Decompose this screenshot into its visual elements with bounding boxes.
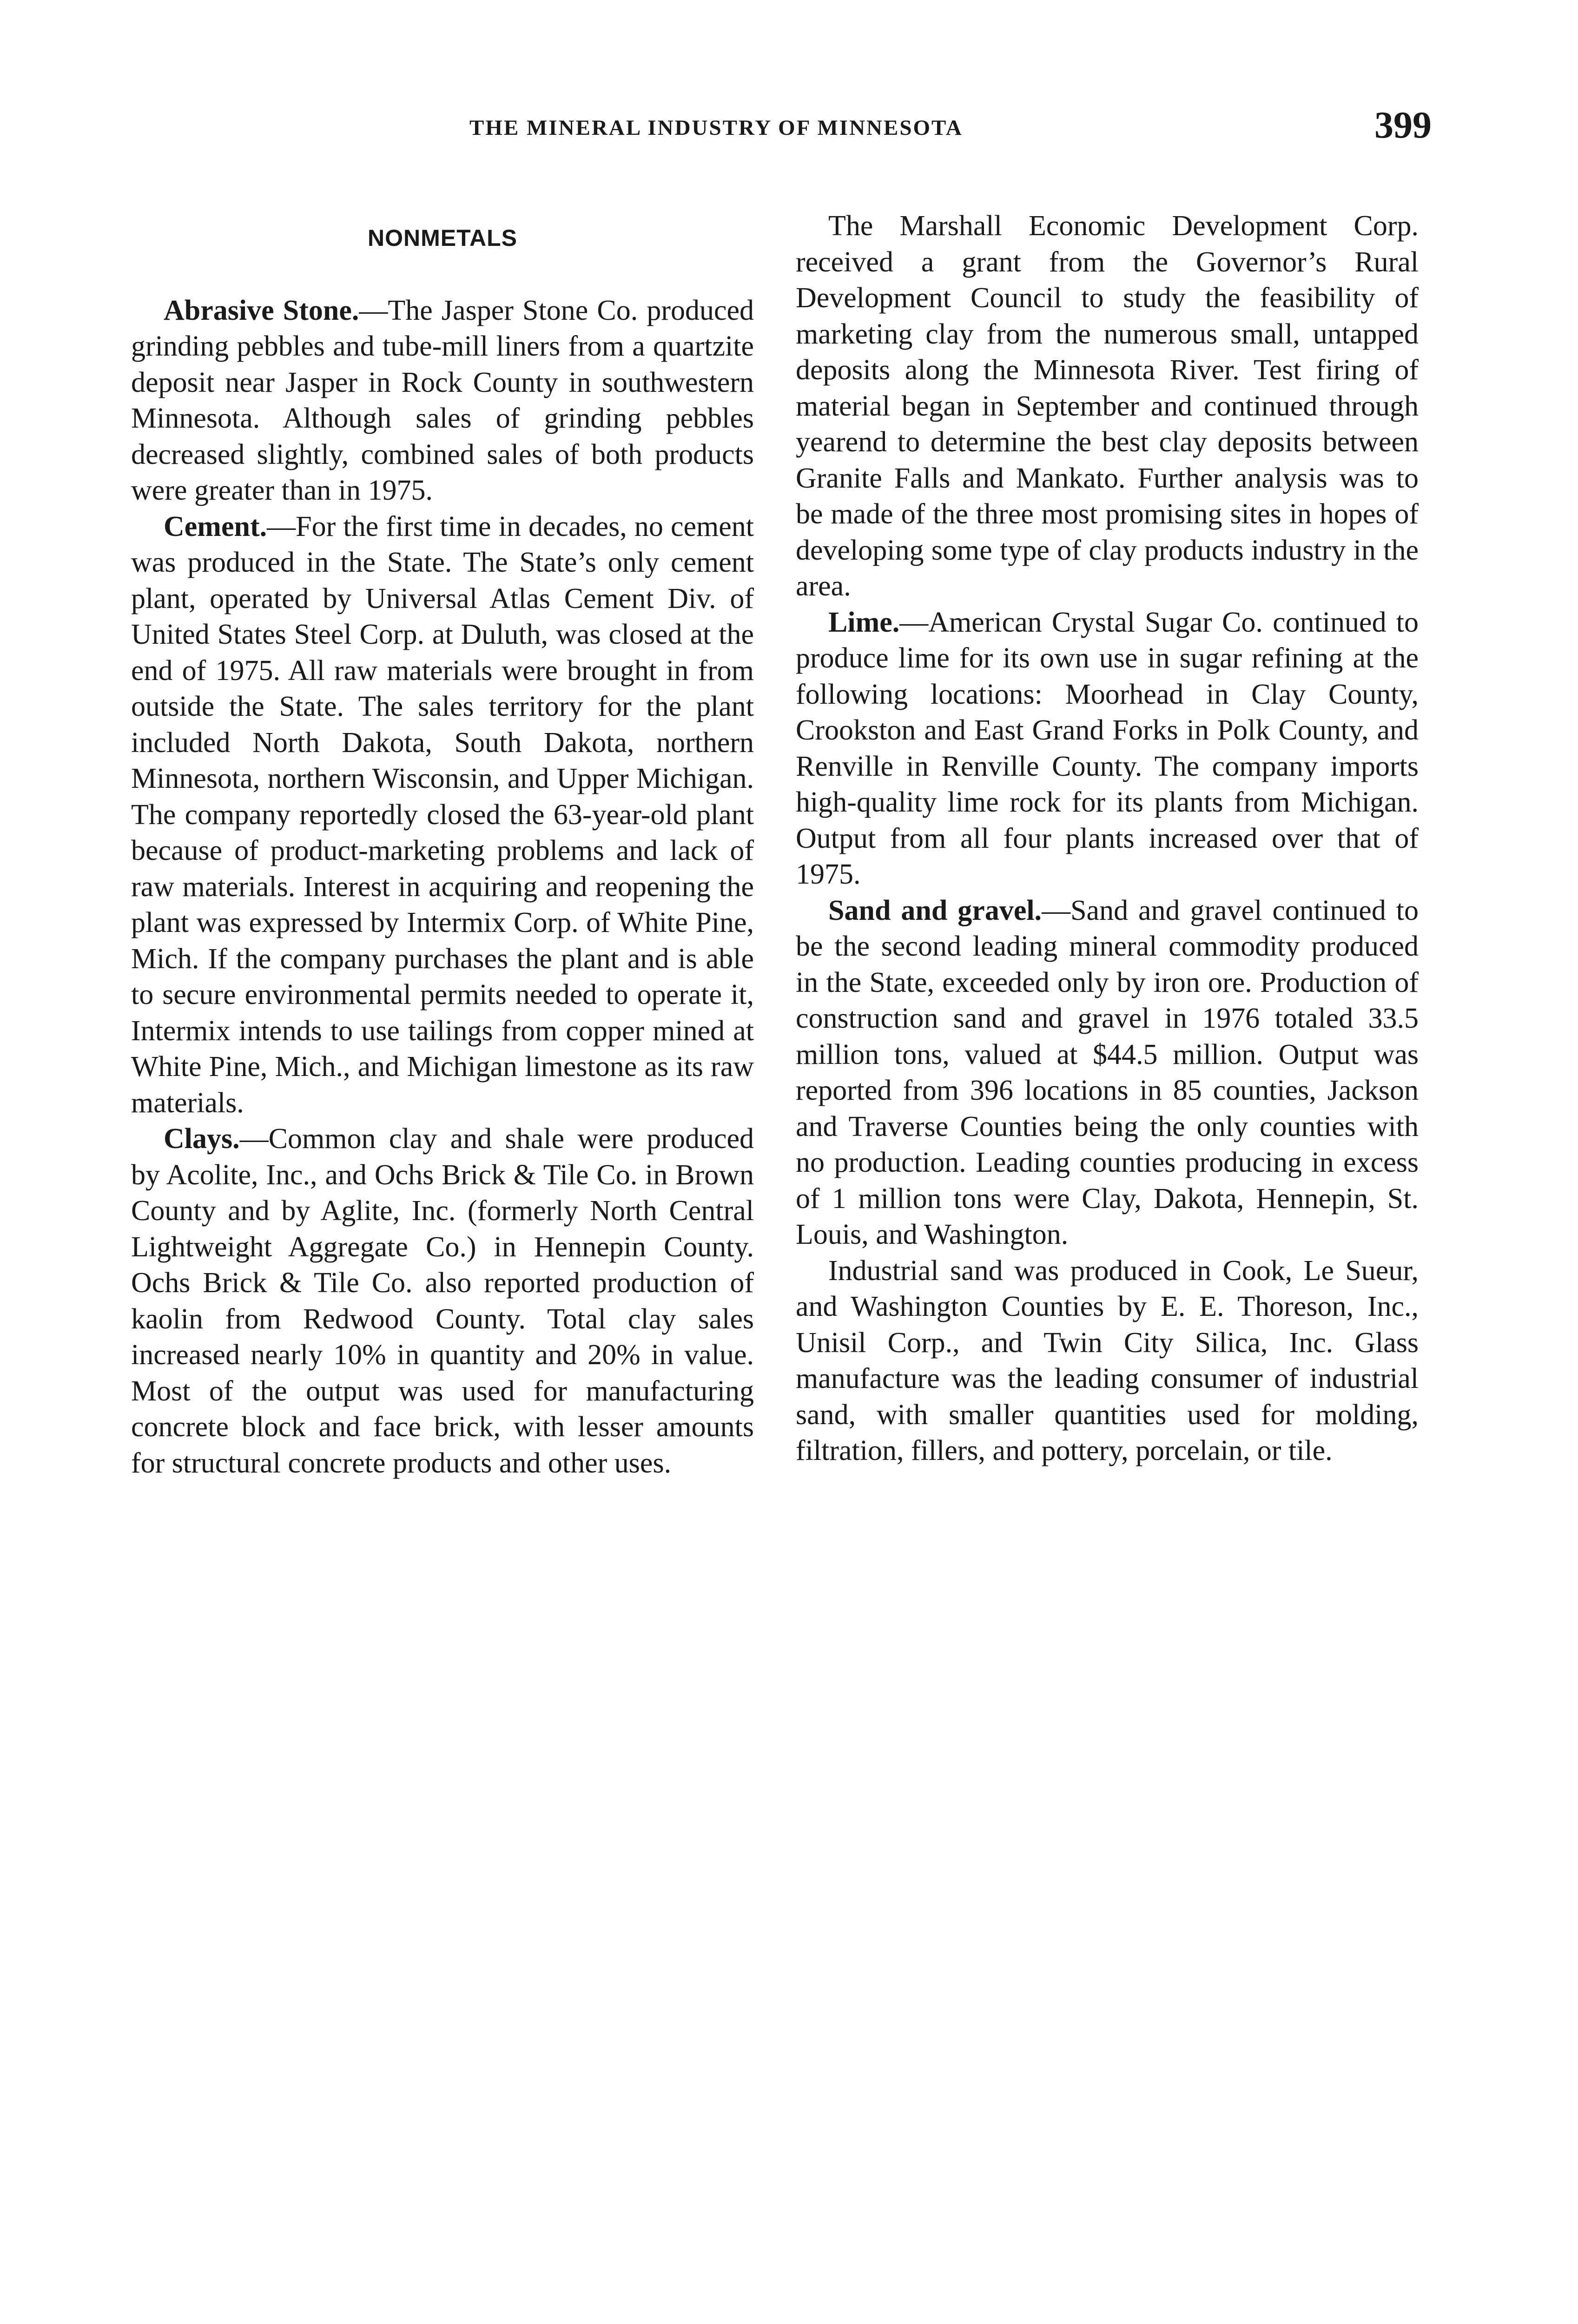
paragraph-heading: Sand and gravel. — [828, 894, 1042, 926]
paragraph-body: —Sand and gravel continued to be the second leading mineral commodity produced in the State, exceeded only by iron ore. Production of construction sand and gravel in 1976 totaled 33.5 million tons, valued at $44.5 million. Output was reported from 396 locations in 85 counties, Jackson and Traverse Counties being the only counties with no production. Leading counties producing in excess of 1 million tons were Clay, Dakota, Hennepin, St. Louis, and Washington. — [796, 894, 1419, 1250]
left-column — [131, 208, 754, 1481]
paragraph-heading: Clays. — [164, 1123, 240, 1155]
paragraph-cement — [131, 509, 754, 1122]
paragraph-sand-and-gravel — [796, 893, 1419, 1253]
paragraph-heading: Lime. — [828, 606, 900, 638]
paragraph-clays — [131, 1121, 754, 1481]
page-number: 399 — [1374, 104, 1432, 146]
paragraph-lime — [796, 605, 1419, 893]
paragraph-body: —For the first time in decades, no cement was produced in the State. The State’s only cement plant, operated by Universal Atlas Cement Div. of United States Steel Corp. at Duluth, was closed at the end of 1975. All raw materials were brought in from outside the State. The sales territory for the plant included North Dakota, South Dakota, northern Minnesota, northern Wisconsin, and Upper Michigan. The company reportedly closed the 63-year-old plant because of product-marketing problems and lack of raw materials. Interest in acquiring and reopening the plant was expressed by Intermix Corp. of White Pine, Mich. If the company purchases the plant and is able to secure environmental permits needed to operate it, Intermix intends to use tailings from copper mined at White Pine, Mich., and Michigan limestone as its raw materials. — [131, 510, 754, 1119]
paragraph-heading: Cement. — [164, 510, 267, 542]
paragraph-body: Industrial sand was produced in Cook, Le Sueur, and Washington Counties by E. E. Thoreson, Inc., Unisil Corp., and Twin City Silica, Inc. Glass manufacture was the leading consumer of industrial sand, with smaller quantities used for molding, filtration, fillers, and pottery, porcelain, or tile. — [796, 1254, 1419, 1466]
paragraph-body: The Marshall Economic Development Corp. received a grant from the Governor’s Rural Development Council to study the feasibility of marketing clay from the numerous small, untapped deposits along the Minnesota River. Test firing of material began in September and continued through yearend to determine the best clay deposits between Granite Falls and Mankato. Further analysis was to be made of the three most promising sites in hopes of developing some type of clay products industry in the area. — [796, 210, 1419, 602]
section-title-nonmetals: NONMETALS — [368, 225, 517, 251]
paragraph-marshall — [796, 208, 1419, 605]
paragraph-industrial-sand — [796, 1253, 1419, 1469]
paragraph-heading: Abrasive Stone. — [164, 294, 359, 326]
paragraph-body: —American Crystal Sugar Co. continued to produce lime for its own use in sugar refining at the following locations: Moorhead in Clay County, Crookston and East Grand Forks in Polk County, and Renville in Renville County. The company imports high-quality lime rock for its plants from Michigan. Output from all four plants increased over that of 1975. — [796, 606, 1419, 890]
paragraph-body: —Common clay and shale were produced by Acolite, Inc., and Ochs Brick & Tile Co. in Brown County and by Aglite, Inc. (formerly North Central Lightweight Aggregate Co.) in Hennepin County. Ochs Brick & Tile Co. also reported production of kaolin from Redwood County. Total clay sales increased nearly 10% in quantity and 20% in value. Most of the output was used for manufacturing concrete block and face brick, with lesser amounts for structural concrete products and other uses. — [131, 1123, 754, 1479]
running-head-title: THE MINERAL INDUSTRY OF MINNESOTA — [469, 116, 963, 140]
paragraph-abrasive-stone — [131, 293, 754, 509]
right-column — [796, 208, 1419, 1469]
paragraph-body: —The Jasper Stone Co. produced grinding pebbles and tube-mill liners from a quartzite deposit near Jasper in Rock County in southwestern Minnesota. Although sales of grinding pebbles decreased slightly, combined sales of both products were greater than in 1975. — [131, 294, 754, 506]
